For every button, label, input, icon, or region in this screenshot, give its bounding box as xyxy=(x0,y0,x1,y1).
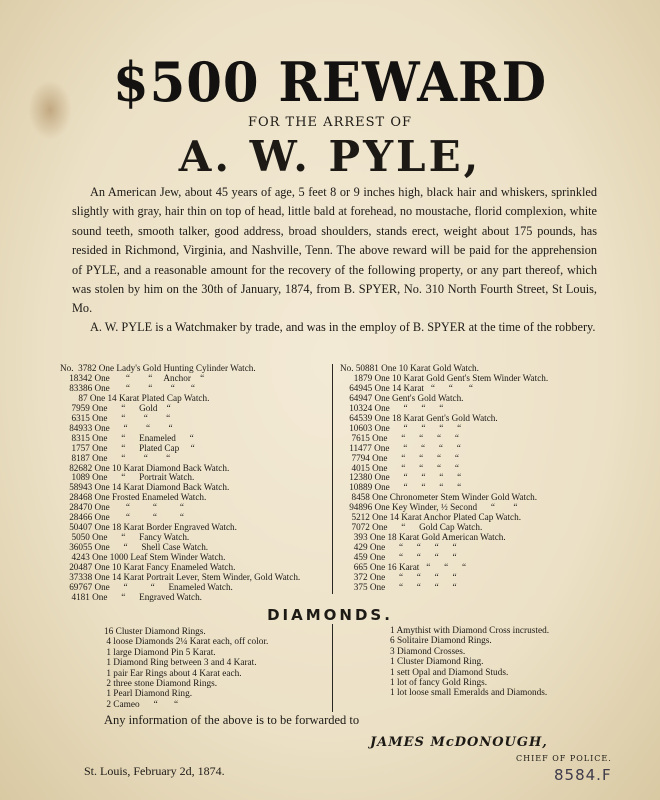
diamond-list-item: 1 Amythist with Diamond Cross incrusted. xyxy=(390,626,550,636)
watch-list-item: 20487 One 10 Karat Fancy Enameled Watch. xyxy=(60,562,236,573)
diamond-list-item: 2 three stone Diamond Rings. xyxy=(104,679,218,690)
watch-list-item: 8315 One “ Enameled “ xyxy=(60,432,194,443)
watch-list-item: 5050 One “ Fancy Watch. xyxy=(60,532,190,543)
diamond-list-item: 1 sett Opal and Diamond Studs. xyxy=(390,667,509,678)
diamond-list-item: 1 pair Ear Rings about 4 Karat each. xyxy=(104,668,242,679)
watch-list-item: 6315 One “ “ “ xyxy=(60,412,171,423)
watch-list-item: 11477 One “ “ “ “ xyxy=(340,442,461,453)
watch-list-item: No. 50881 One 10 Karat Gold Watch. xyxy=(340,363,479,373)
watch-list-right xyxy=(340,364,610,593)
watch-list-item: 28466 One “ “ “ xyxy=(60,512,185,523)
watch-list-item: 4015 One “ “ “ “ xyxy=(340,462,459,473)
poster-title: $500 REWARD xyxy=(112,50,548,114)
suspect-description: An American Jew, about 45 years of age, 5 feet 8 or 9 inches high, black hair and whiskers, sprinkled slightly with gray, hair thin on top of head, little bald at forehead, no moustache, florid complexion, white sound teeth, smooth talker, good address, broad shoulders, stands erect, weight about 175 pounds, has resided in Richmond, Virginia, and Nashville, Tenn. The above reward will be paid for the apprehension of PYLE, and a reasonable amount for the recovery of the following property, or any part thereof, which was stolen by him on the 30th of January, 1874, from B. SPYER, No. 310 North Fourth Street, St Louis, Mo. xyxy=(72,185,597,316)
suspect-name: A. W. PYLE, xyxy=(178,132,482,181)
watch-list-item: 28470 One “ “ “ xyxy=(60,502,185,513)
diamonds-heading: DIAMONDS. xyxy=(267,606,393,624)
watch-list-item: 10889 One “ “ “ “ xyxy=(340,482,462,493)
watch-list-item: 12380 One “ “ “ “ xyxy=(340,472,462,483)
diamond-list-item: 1 large Diamond Pin 5 Karat. xyxy=(104,647,216,658)
poster-subtitle: FOR THE ARREST OF xyxy=(247,115,413,130)
watch-list-item: 4243 One 1000 Leaf Stem Winder Watch. xyxy=(60,552,226,563)
place-date: St. Louis, February 2d, 1874. xyxy=(84,764,225,778)
watch-list-item: 372 One “ “ “ “ xyxy=(340,572,457,583)
watch-list-item: 429 One “ “ “ “ xyxy=(340,542,457,553)
watch-list-item: 58943 One 14 Karat Diamond Back Watch. xyxy=(60,482,230,493)
watch-list-item: 1879 One 10 Karat Gold Gent's Stem Winder Watch. xyxy=(340,372,549,383)
diamond-list-item: 1 lot loose small Emeralds and Diamonds. xyxy=(390,688,548,699)
watch-list-item: 10603 One “ “ “ “ xyxy=(340,422,462,433)
watch-list-item: 8458 One Chronometer Stem Winder Gold Watch. xyxy=(340,492,538,503)
watch-list-item: 84933 One “ “ “ xyxy=(60,422,173,433)
watch-list-item: 36055 One “ Shell Case Watch. xyxy=(60,542,209,553)
watch-list-item: 87 One 14 Karat Plated Cap Watch. xyxy=(60,392,210,403)
diamond-list-item: 6 Solitaire Diamond Rings. xyxy=(390,636,492,647)
watch-list-item: 1757 One “ Plated Cap “ xyxy=(60,442,195,453)
diamond-list-item: 16 Cluster Diamond Rings. xyxy=(104,627,206,637)
watch-list-item: 5212 One 14 Karat Anchor Plated Cap Watch. xyxy=(340,512,522,523)
watch-list-item: 7615 One “ “ “ “ xyxy=(340,432,459,443)
diamond-list-item: 1 Pearl Diamond Ring. xyxy=(104,689,193,700)
chief-title: CHIEF OF POLICE. xyxy=(516,754,612,763)
diamond-list-right xyxy=(390,626,549,699)
diamond-list-item: 1 lot of fancy Gold Rings. xyxy=(390,678,488,689)
watch-list-left xyxy=(60,364,330,603)
diamond-list-item: 1 Diamond Ring between 3 and 4 Karat. xyxy=(104,658,257,669)
watch-list-item: 64947 One Gent's Gold Watch. xyxy=(340,392,464,403)
column-divider xyxy=(332,364,333,594)
watch-list-item: 8187 One “ “ “ xyxy=(60,452,171,463)
watch-list-item: 393 One 18 Karat Gold American Watch. xyxy=(340,532,506,543)
watch-list-item: 83386 One “ “ “ “ xyxy=(60,382,195,393)
watch-list-item: 7072 One “ Gold Cap Watch. xyxy=(340,522,483,533)
watch-list-item: 94896 One Key Winder, ½ Second “ “ xyxy=(340,502,518,513)
watch-list-item: 28468 One Frosted Enameled Watch. xyxy=(60,492,207,503)
watch-list-item: 18342 One “ “ Anchor “ xyxy=(60,372,205,383)
diamond-column-divider xyxy=(332,624,333,712)
watch-list-item: 7794 One “ “ “ “ xyxy=(340,452,459,463)
watch-list-item: 69767 One “ “ Enameled Watch. xyxy=(60,581,233,592)
watch-list-item: 82682 One 10 Karat Diamond Back Watch. xyxy=(60,462,230,473)
watch-list-item: 1089 One “ Portrait Watch. xyxy=(60,472,195,483)
watch-list-item: 64945 One 14 Karat “ “ “ xyxy=(340,382,473,393)
watch-list-item: 459 One “ “ “ “ xyxy=(340,552,457,563)
diamond-list-item: 4 loose Diamonds 2¼ Karat each, off color. xyxy=(104,637,269,648)
watch-list-item: 10324 One “ “ “ xyxy=(340,402,444,413)
information-notice: Any information of the above is to be forwarded to xyxy=(104,713,360,727)
watch-list-item: No. 3782 One Lady's Gold Hunting Cylinder Watch. xyxy=(60,363,256,373)
chief-name: JAMES McDONOUGH, xyxy=(370,735,548,750)
diamond-list-item: 3 Diamond Crosses. xyxy=(390,646,466,657)
diamond-list-item: 2 Cameo “ “ xyxy=(104,699,179,710)
watch-list-item: 50407 One 18 Karat Border Engraved Watch. xyxy=(60,522,237,533)
watch-list-item: 4181 One “ Engraved Watch. xyxy=(60,591,202,602)
watch-list-item: 64539 One 18 Karat Gent's Gold Watch. xyxy=(340,412,498,423)
watch-list-item: 665 One 16 Karat “ “ “ xyxy=(340,562,467,573)
watch-list-item: 37338 One 14 Karat Portrait Lever, Stem Winder, Gold Watch. xyxy=(60,572,301,583)
watch-list-item: 375 One “ “ “ “ xyxy=(340,581,457,592)
watch-list-item: 7959 One “ Gold “ xyxy=(60,402,171,413)
handwritten-catalog-number: 8584.F xyxy=(554,766,612,784)
trade-note: A. W. PYLE is a Watchmaker by trade, and was in the employ of B. SPYER at the time of the robbery. xyxy=(90,320,596,334)
diamond-list-item: 1 Cluster Diamond Ring. xyxy=(390,657,484,668)
diamond-list-left xyxy=(104,627,268,710)
